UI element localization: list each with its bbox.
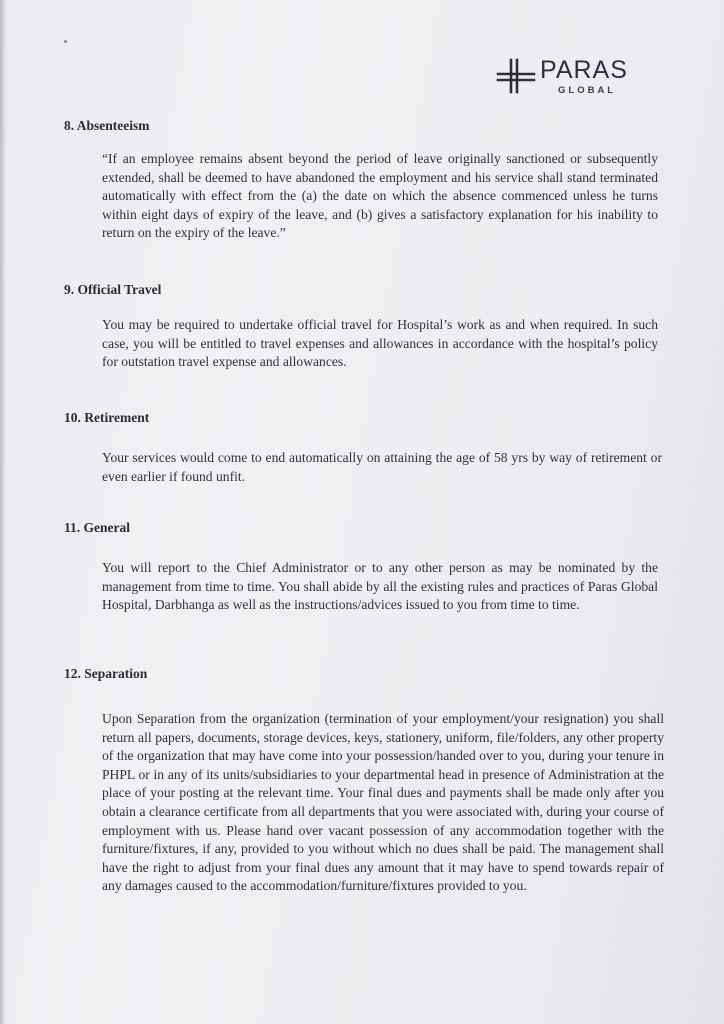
logo-name: PARAS [540,56,628,84]
section-heading-separation: 12. Separation [64,666,148,681]
section-heading-retirement: 10. Retirement [64,410,150,425]
section-heading-official-travel: 9. Official Travel [64,282,162,297]
page-edge-shadow [0,0,6,1024]
section-body-separation: Upon Separation from the organization (termination of your employment/your resignation) you shall return all papers, documents, storage devices, keys, stationery, uniform, file/folders, any other property of the organization that may have come into your possession/handed over to you, during your tenure in PHPL or in any of its units/subsidiaries to your departmental head in presence of Administration at the place of your posting at the relevant time. Your final dues and payments shall be made only after you obtain a clearance certificate from all departments that you were associated with, during your course of employment with us. Please hand over vacant possession of any accommodation together with the furniture/fixtures, if any, provided to you without which no dues shall be paid. The management shall have the right to adjust from your final dues any amount that it may have to spend towards repair of any damages caused to the accommodation/furniture/fixtures provided to you. [102,711,664,894]
paras-cross-logo-icon [496,58,536,94]
section-heading-absenteeism: 8. Absenteeism [64,118,150,133]
section-body-retirement: Your services would come to end automatically on attaining the age of 58 yrs by way of retirement or even earlier if found unfit. [102,450,662,484]
paras-global-logo [496,56,646,100]
section-body-official-travel: You may be required to undertake official travel for Hospital’s work as and when required. In such case, you will be entitled to travel expenses and allowances in accordance with the hospital’s policy for outstation travel expense and allowances. [102,317,658,370]
scan-speck [64,40,67,43]
logo-subtitle: GLOBAL [558,85,617,96]
section-body-general: You will report to the Chief Administrator or to any other person as may be nominated by the management from time to time. You shall abide by all the existing rules and practices of Paras Global Hospital, Darbhanga as well as the instructions/advices issued to you from time to time. [102,560,658,613]
section-body-absenteeism: “If an employee remains absent beyond the period of leave originally sanctioned or subsequently extended, shall be deemed to have abandoned the employment and his service shall stand terminated automatically with effect from the (a) the date on which the absence commenced unless he turns within eight days of expiry of the leave, and (b) gives a satisfactory explanation for his inability to return on the expiry of the leave.” [102,151,658,241]
section-heading-general: 11. General [64,520,130,535]
